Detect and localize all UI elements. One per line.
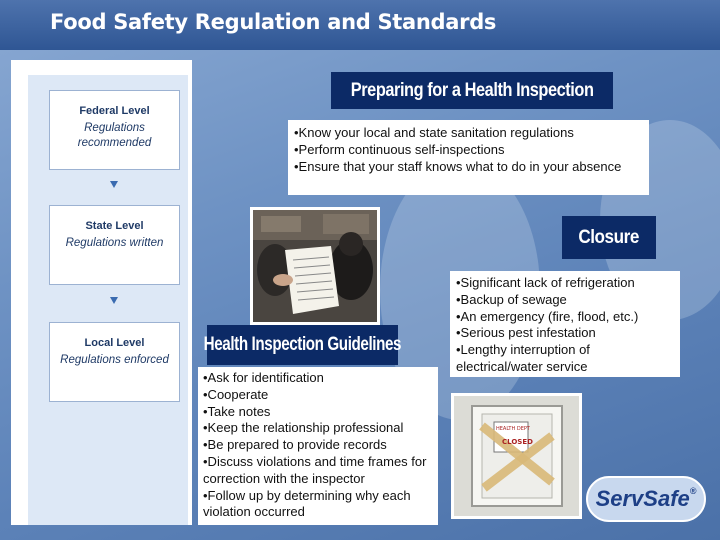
- preparing-item: •Know your local and state sanitation regulations: [294, 125, 574, 140]
- level-desc: Regulations enforced: [60, 354, 169, 366]
- closed-door-illustration: [454, 396, 579, 516]
- guidelines-text-box: [198, 367, 438, 525]
- preparing-text-box: [288, 120, 649, 195]
- level-title: Local Level: [84, 337, 145, 349]
- inspector-photo: [250, 207, 380, 325]
- guidelines-item: •Ask for identification: [203, 370, 324, 385]
- guidelines-item: •Follow up by determining why each violation occurred: [203, 487, 411, 520]
- guidelines-item: •Take notes: [203, 403, 271, 419]
- closure-item: •An emergency (fire, flood, etc.): [456, 308, 639, 324]
- guidelines-item: •Be prepared to provide records: [203, 437, 387, 453]
- closure-heading: [562, 216, 656, 259]
- arrow-down-icon: [110, 181, 118, 188]
- closure-item: •Backup of sewage: [456, 291, 567, 307]
- closed-sign-text: CLOSED: [502, 438, 533, 446]
- closure-heading-text: Closure: [578, 226, 640, 248]
- level-box-federal: [49, 90, 180, 170]
- level-box-state: [49, 205, 180, 285]
- preparing-item: •Ensure that your staff knows what to do in your absence: [294, 158, 622, 174]
- closure-text-box: [450, 271, 680, 377]
- logo-registered-mark: ®: [689, 486, 697, 496]
- closure-item: •Serious pest infestation: [456, 325, 596, 341]
- level-desc: Regulations written: [65, 237, 164, 249]
- arrow-down-icon: [110, 297, 118, 304]
- guidelines-heading-text: Health Inspection Guidelines: [203, 334, 402, 355]
- preparing-heading: [331, 72, 613, 109]
- closure-item: •Significant lack of refrigeration: [456, 275, 635, 290]
- level-box-local: [49, 322, 180, 402]
- guidelines-item: •Keep the relationship professional: [203, 420, 404, 436]
- servsafe-logo: [586, 476, 706, 522]
- preparing-heading-text: Preparing for a Health Inspection: [350, 79, 594, 101]
- guidelines-item: •Cooperate: [203, 386, 269, 402]
- closed-sign-header: HEALTH DEPT: [496, 426, 530, 432]
- title-bar: [0, 0, 720, 50]
- level-desc: Regulations recommended: [77, 122, 152, 149]
- level-title: State Level: [85, 220, 144, 232]
- inspector-illustration: [253, 210, 377, 322]
- closure-item: •Lengthy interruption of electrical/water service: [456, 342, 590, 374]
- guidelines-item: •Discuss violations and time frames for correction with the inspector: [203, 453, 427, 486]
- guidelines-heading: [203, 325, 402, 365]
- page-title: Food Safety Regulation and Standards: [50, 10, 497, 34]
- level-title: Federal Level: [79, 105, 150, 117]
- regulation-level-panel: [11, 60, 192, 525]
- preparing-item: •Perform continuous self-inspections: [294, 141, 505, 157]
- logo-text: ServSafe: [595, 486, 690, 511]
- closed-door-photo: [451, 393, 582, 519]
